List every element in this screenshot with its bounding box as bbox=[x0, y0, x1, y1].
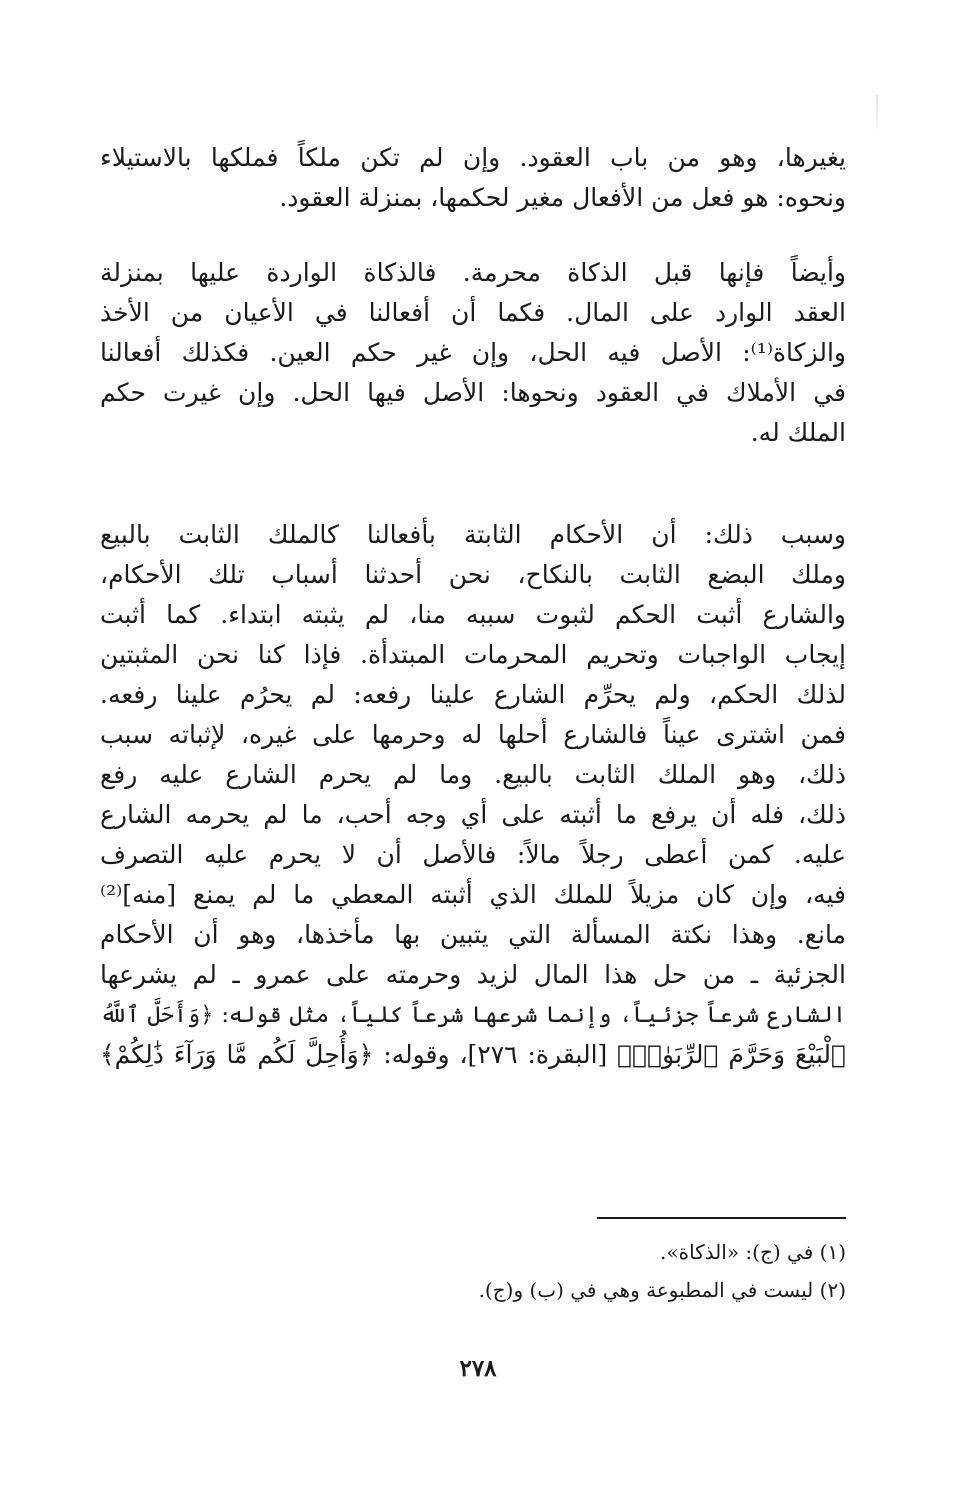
paragraph-1 bbox=[100, 138, 846, 218]
text-line: يغيرها، وهو من باب العقود. وإن لم تكن ملكاً فملكها بالاستيلاء bbox=[100, 143, 846, 172]
text-line: الملك له. bbox=[750, 418, 846, 447]
text-line: وملك البضع الثابت بالنكاح، نحن أحدثنا أسباب تلك الأحكام، bbox=[100, 560, 846, 589]
page-number: ٢٧٨ bbox=[459, 1355, 497, 1382]
text-line: فمن اشترى عيناً فالشارع أحلها له وحرمها على غيره، لإثباته سبب bbox=[100, 720, 846, 749]
footnote-divider bbox=[597, 1217, 846, 1219]
paragraph-3 bbox=[100, 515, 846, 1075]
text-line: فيه، وإن كان مزيلاً للملك الذي أثبته المعطي ما لم يمنع [منه]⁽²⁾ bbox=[100, 880, 846, 909]
text-line: وسبب ذلك: أن الأحكام الثابتة بأفعالنا كالملك الثابت بالبيع bbox=[100, 520, 846, 549]
footnote-1: (١) في (ج): «الذكاة». bbox=[660, 1240, 846, 1264]
text-line: العقد الوارد على المال. فكما أن أفعالنا في الأعيان من الأخذ bbox=[100, 298, 846, 327]
text-line: إيجاب الواجبات وتحريم المحرمات المبتدأة. فإذا كنا نحن المثبتين bbox=[100, 640, 846, 669]
text-line: ٱلْبَيْعَ وَحَرَّمَ ٱلرِّبَوٰا۟﴾ [البقرة: ٢٧٦]، وقوله: ﴿وَأُحِلَّ لَكُم مَّا وَرَآءَ ذَٰلِكُمْ﴾ bbox=[100, 1040, 847, 1069]
text-line: وأيضاً فإنها قبل الذكاة محرمة. فالذكاة الواردة عليها بمنزلة bbox=[100, 258, 846, 287]
text-line: في الأملاك في العقود ونحوها: الأصل فيها الحل. وإن غيرت حكم bbox=[100, 378, 846, 407]
text-line: ذلك، وهو الملك الثابت بالبيع. وما لم يحرم الشارع عليه رفع bbox=[100, 760, 846, 789]
footnote-2: (٢) ليست في المطبوعة وهي في (ب) و(ج). bbox=[478, 1278, 846, 1302]
scan-artifact bbox=[876, 95, 878, 129]
text-line: ونحوه: هو فعل من الأفعال مغير لحكمها، بمنزلة العقود. bbox=[279, 183, 846, 212]
text-line: لذلك الحكم، ولم يحرِّم الشارع علينا رفعه: لم يحرُم علينا رفعه. bbox=[100, 680, 846, 709]
paragraph-2 bbox=[100, 253, 846, 453]
text-line: عليه. كمن أعطى رجلاً مالاً: فالأصل أن لا يحرم عليه التصرف bbox=[100, 840, 846, 869]
text-line: والزكاة⁽¹⁾: الأصل فيه الحل، وإن غير حكم العين. فكذلك أفعالنا bbox=[100, 338, 846, 367]
text-line: الشارع شرعاً جزئياً، وإنما شرعها شرعاً كلياً، مثل قوله: ﴿وَأَحَلَّ ٱللَّهُ bbox=[100, 1002, 846, 1028]
text-line: ذلك، فله أن يرفع ما أثبته على أي وجه أحب، ما لم يحرمه الشارع bbox=[100, 800, 846, 829]
text-line: الجزئية ـ من حل هذا المال لزيد وحرمته على عمرو ـ لم يشرعها bbox=[100, 960, 846, 989]
text-line: والشارع أثبت الحكم لثبوت سببه منا، لم يثبته ابتداء. كما أثبت bbox=[100, 600, 846, 629]
text-line: مانع. وهذا نكتة المسألة التي يتبين بها مأخذها، وهو أن الأحكام bbox=[100, 920, 846, 949]
footnotes bbox=[100, 1233, 846, 1309]
